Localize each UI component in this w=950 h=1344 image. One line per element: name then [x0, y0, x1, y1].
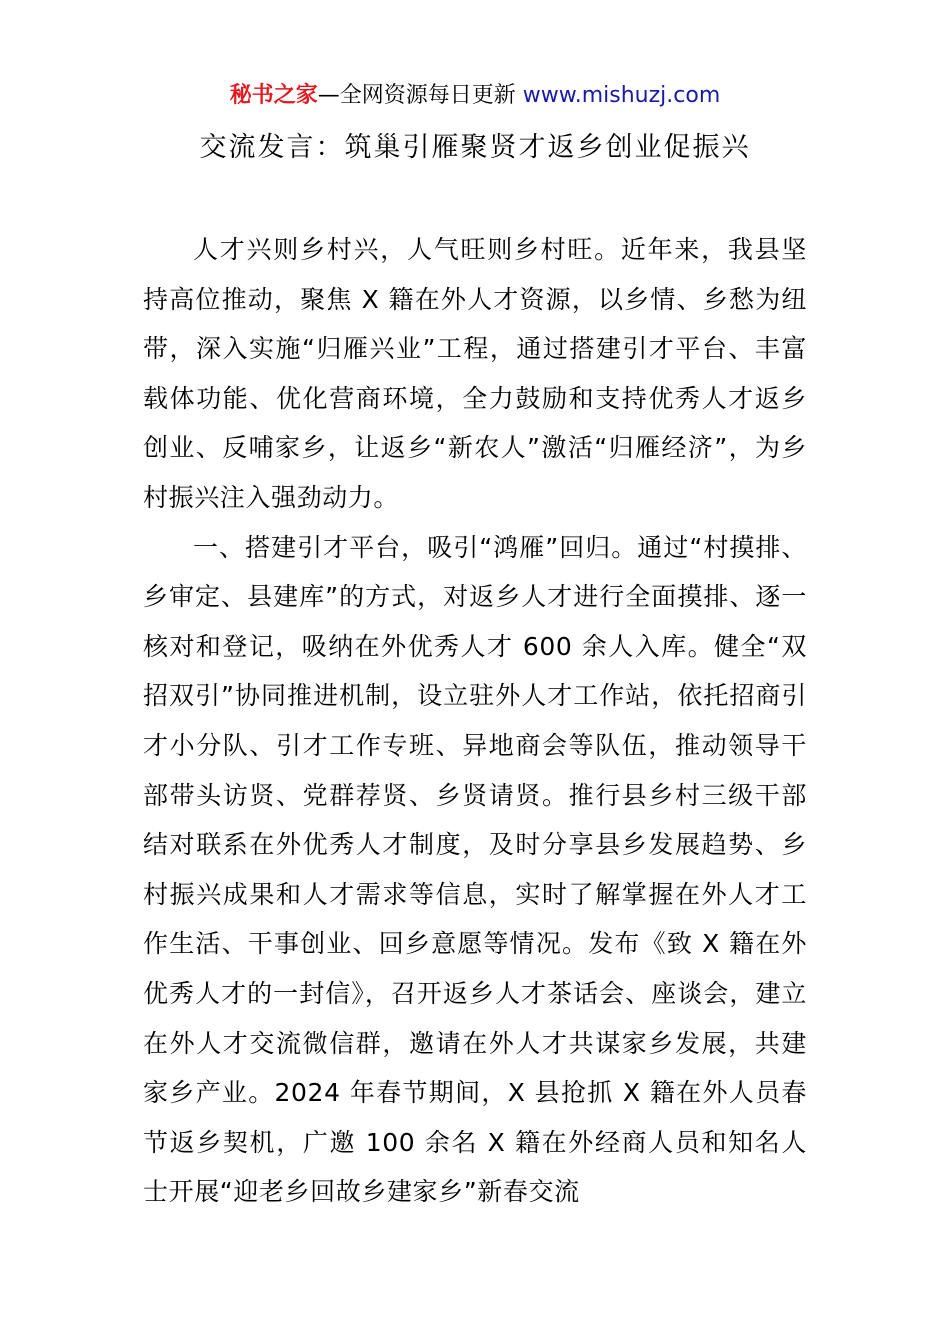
header-tagline: —全网资源每日更新: [317, 83, 523, 108]
brand-name: 秘书之家: [229, 83, 318, 108]
document-title: 交流发言：筑巢引雁聚贤才返乡创业促振兴: [199, 132, 751, 163]
site-header: [0, 80, 950, 112]
paragraph-intro: 人才兴则乡村兴，人气旺则乡村旺。近年来，我县坚持高位推动，聚焦 X 籍在外人才资源，以乡情、乡愁为纽带，深入实施“归雁兴业”工程，通过搭建引才平台、丰富载体功能、优化营商环境，全力鼓励和支持优秀人才返乡创业、反哺家乡，让返乡“新农人”激活“归雁经济”，为乡村振兴注入强劲动力。: [143, 235, 807, 512]
paragraph-section-1: 一、搭建引才平台，吸引“鸿雁”回归。通过“村摸排、乡审定、县建库”的方式，对返乡人才进行全面摸排、逐一核对和登记，吸纳在外优秀人才 600 余人入库。健全“双招双引”协同推进机制，设立驻外人才工作站，依托招商引才小分队、引才工作专班、异地商会等队伍，推动领导干部带头访贤、党群荐贤、乡贤请贤。推行县乡村三级干部结对联系在外优秀人才制度，及时分享县乡发展趋势、乡村振兴成果和人才需求等信息，实时了解掌握在外人才工作生活、干事创业、回乡意愿等情况。发布《致 X 籍在外优秀人才的一封信》，召开返乡人才茶话会、座谈会，建立在外人才交流微信群，邀请在外人才共谋家乡发展，共建家乡产业。2024 年春节期间，X 县抢抓 X 籍在外人员春节返乡契机，广邀 100 余名 X 籍在外经商人员和知名人士开展“迎老乡回故乡建家乡”新春交流: [143, 532, 807, 1207]
document-body: [143, 225, 807, 1217]
site-url-link[interactable]: www.mishuzj.com: [522, 83, 721, 108]
